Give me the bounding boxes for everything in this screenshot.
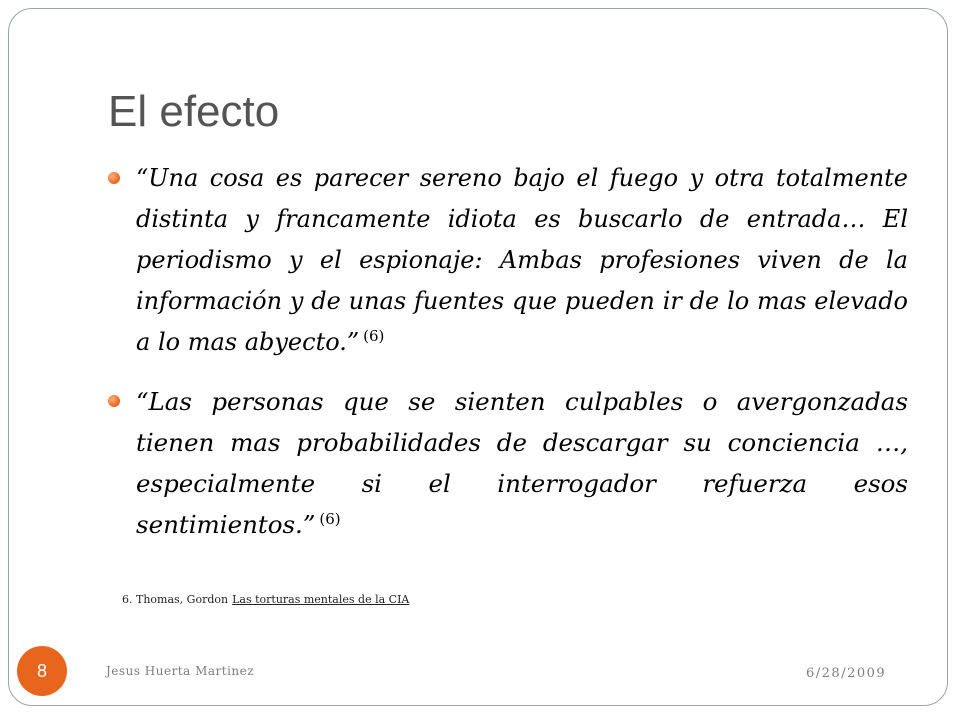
bullet-item-2 bbox=[108, 381, 908, 545]
bullet-text: “Una cosa es parecer sereno bajo el fuego y otra totalmente distinta y francamente idiota es buscarlo de entrada… El periodismo y el espionaje: Ambas profesiones viven de la información y de unas fuentes que pueden ir de lo mas elevado a lo mas abyecto.” bbox=[136, 164, 908, 356]
footnote bbox=[122, 592, 409, 608]
bullet-list bbox=[108, 158, 908, 563]
bullet-text: “Las personas que se sienten culpables o avergonzadas tienen mas probabilidades de descargar su conciencia …, especialmente si el interrogador refuerza esos sentimientos.” bbox=[136, 387, 908, 539]
bullet-dot-icon bbox=[108, 172, 120, 184]
slide-title: El efecto bbox=[108, 87, 280, 136]
bullet-dot-icon bbox=[108, 395, 120, 407]
citation-marker: (6) bbox=[363, 327, 385, 345]
footer-date: 6/28/2009 bbox=[806, 666, 887, 681]
slide-number-badge: 8 bbox=[17, 646, 67, 696]
footnote-title: Las torturas mentales de la CIA bbox=[232, 593, 410, 606]
citation-marker: (6) bbox=[319, 509, 341, 528]
footer-author: Jesus Huerta Martinez bbox=[106, 664, 255, 678]
bullet-item-1 bbox=[108, 158, 908, 363]
footnote-prefix: 6. Thomas, Gordon bbox=[122, 593, 229, 606]
